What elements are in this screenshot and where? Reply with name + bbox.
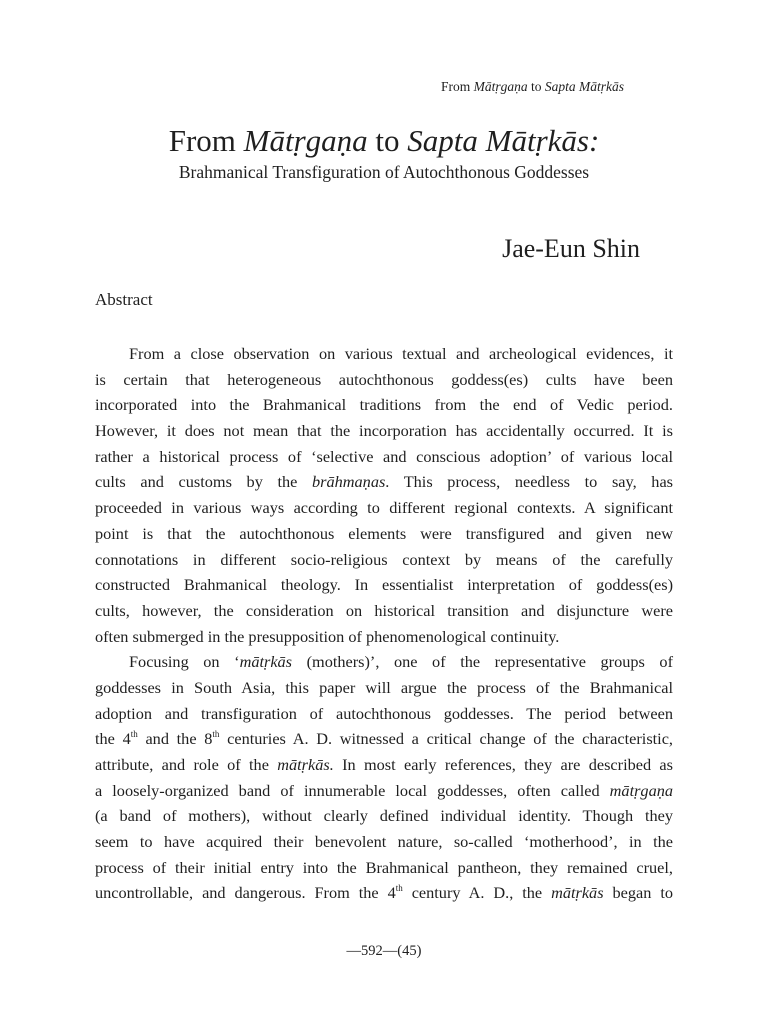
italic-term: mātṛkās [239, 652, 293, 672]
superscript: th [130, 729, 138, 740]
text-segment: . This process, needless to say, has [385, 472, 674, 492]
text-line: seem to have acquired their benevolent nature, so-called ‘motherhood’, in the [95, 832, 673, 852]
text-segment: In most early references, they are described as [333, 755, 673, 774]
text-segment: and the 8 [137, 729, 213, 749]
running-head-middle: to [527, 79, 545, 94]
superscript: th [212, 729, 220, 740]
text-line: often submerged in the presupposition of phenomenological continuity. [95, 626, 560, 646]
text-segment: century A. D., the [402, 883, 552, 903]
text-line [95, 649, 673, 675]
text-segment: attribute, and role of the [95, 755, 278, 774]
text-line: incorporated into the Brahmanical traditions from the end of Vedic period. [95, 395, 673, 415]
text-line: is certain that heterogeneous autochthonous goddess(es) cults have been [95, 369, 673, 389]
paper-subtitle: Brahmanical Transfiguration of Autochthonous Goddesses [178, 162, 590, 182]
abstract-heading: Abstract [95, 290, 153, 309]
text-segment: centuries A. D. witnessed a critical change of the characteristic, [219, 729, 673, 749]
paper-title [0, 124, 768, 158]
italic-term: mātṛkās. [277, 755, 334, 774]
text-line: process of their initial entry into the Brahmanical pantheon, they remained cruel, [95, 857, 673, 877]
text-line: point is that the autochthonous elements were transfigured and given new [95, 523, 673, 543]
text-segment: uncontrollable, and dangerous. From the 4 [95, 883, 396, 903]
text-segment: (mothers)’, one of the representative groups of [292, 652, 673, 672]
abstract-body [95, 341, 673, 906]
text-line: proceeded in various ways according to different regional contexts. A significant [95, 498, 673, 518]
text-segment: cults and customs by the [95, 472, 313, 492]
text-line: However, it does not mean that the incorporation has accidentally occurred. It is [95, 421, 673, 441]
italic-term: mātṛgaṇa [609, 780, 673, 800]
title-middle: to [367, 123, 408, 158]
text-line [95, 726, 673, 752]
italic-term: brāhmaṇas [312, 472, 386, 492]
text-line [95, 752, 673, 778]
text-segment: a loosely-organized band of innumerable local goddesses, often called [95, 780, 610, 800]
running-head-term1: Mātṛgaṇa [473, 79, 528, 94]
author-name: Jae-Eun Shin [502, 234, 640, 263]
text-line: rather a historical process of ‘selective and conscious adoption’ of various local [95, 446, 673, 466]
italic-term: mātṛkās [551, 883, 604, 903]
text-line [95, 778, 673, 804]
text-line: goddesses in South Asia, this paper will argue the process of the Brahmanical [95, 677, 673, 697]
text-segment: began to [603, 883, 674, 903]
superscript: th [395, 883, 403, 894]
text-line: adoption and transfiguration of autochthonous goddesses. The period between [95, 703, 673, 723]
text-line: cults, however, the consideration on historical transition and disjuncture were [95, 600, 673, 620]
running-head-prefix: From [440, 79, 474, 94]
running-head [441, 79, 624, 95]
title-term2: Sapta Mātṛkās: [407, 123, 600, 158]
running-head-term2: Sapta Mātṛkās [544, 79, 624, 94]
text-segment: the 4 [95, 729, 131, 749]
text-segment: Focusing on ‘ [129, 652, 240, 672]
text-line: From a close observation on various textual and archeological evidences, it [129, 344, 673, 363]
text-line: (a band of mothers), without clearly defined individual identity. Though they [95, 806, 673, 826]
text-line [95, 469, 673, 495]
text-line: constructed Brahmanical theology. In essentialist interpretation of goddess(es) [95, 575, 673, 595]
title-prefix: From [168, 123, 244, 158]
page-number: —592—(45) [346, 943, 422, 959]
text-line: connotations in different socio-religious context by means of the carefully [95, 549, 673, 569]
text-line [95, 880, 673, 906]
title-term1: Mātṛgaṇa [243, 123, 368, 158]
